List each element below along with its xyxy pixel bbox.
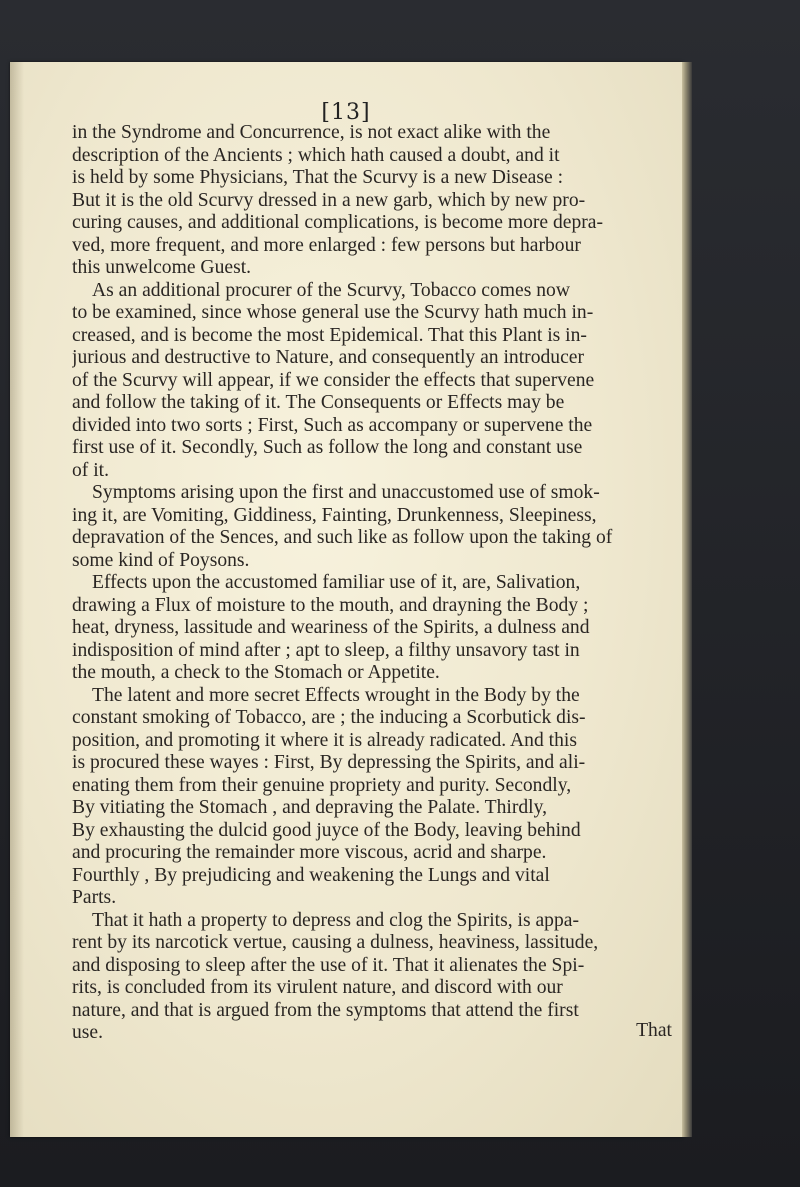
text-line: But it is the old Scurvy dressed in a new garb, which by new pro- [72, 189, 586, 211]
page-sheet [10, 62, 682, 1137]
text-line: divided into two sorts ; First, Such as accompany or supervene the [72, 414, 593, 436]
text-line: some kind of Poysons. [72, 549, 250, 571]
text-line: rits, is concluded from its virulent nature, and discord with our [72, 977, 563, 998]
text-line: jurious and destructive to Nature, and consequently an introducer [72, 347, 585, 368]
text-line: indisposition of mind after ; apt to sleep, a filthy unsavory tast in [72, 639, 580, 661]
text-line: Symptoms arising upon the first and unaccustomed use of smok- [92, 482, 600, 503]
text-line: depravation of the Sences, and such like as follow upon the taking of [72, 527, 613, 548]
text-line: is procured these wayes : First, By depressing the Spirits, and ali- [72, 752, 586, 773]
text-line: Fourthly , By prejudicing and weakening the Lungs and vital [72, 864, 550, 886]
text-line: in the Syndrome and Concurrence, is not exact alike with the [72, 122, 551, 143]
text-line: curing causes, and additional complications, is become more depra- [72, 212, 604, 233]
text-line: Parts. [72, 887, 117, 908]
page-number: [13] [321, 100, 371, 125]
text-line: to be examined, since whose general use the Scurvy hath much in- [72, 302, 594, 323]
text-line: is held by some Physicians, That the Scurvy is a new Disease : [72, 167, 564, 188]
text-line: enating them from their genuine propriety and purity. Secondly, [72, 774, 572, 796]
text-line: heat, dryness, lassitude and weariness of the Spirits, a dulness and [72, 617, 590, 638]
text-line: first use of it. Secondly, Such as follow the long and constant use [72, 437, 583, 458]
catchword: That [636, 1020, 672, 1041]
text-line: By vitiating the Stomach , and depraving the Palate. Thirdly, [72, 797, 548, 818]
text-line: the mouth, a check to the Stomach or Appetite. [72, 662, 440, 683]
text-line: As an additional procurer of the Scurvy, Tobacco comes now [92, 279, 570, 301]
text-line: drawing a Flux of moisture to the mouth, and drayning the Body ; [72, 594, 589, 616]
text-line: of the Scurvy will appear, if we consider the effects that supervene [72, 369, 595, 391]
text-line: constant smoking of Tobacco, are ; the inducing a Scorbutick dis- [72, 707, 586, 728]
text-line: this unwelcome Guest. [72, 257, 252, 278]
text-line: Effects upon the accustomed familiar use of it, are, Salivation, [92, 572, 581, 593]
page-edge [682, 62, 692, 1137]
text-line: description of the Ancients ; which hath caused a doubt, and it [72, 144, 560, 166]
body-text [72, 122, 672, 1045]
text-line: and disposing to sleep after the use of it. That it alienates the Spi- [72, 954, 585, 976]
text-line: By exhausting the dulcid good juyce of the Body, leaving behind [72, 819, 581, 841]
text-line: ing it, are Vomiting, Giddiness, Fainting, Drunkenness, Sleepiness, [72, 504, 597, 526]
text-line: The latent and more secret Effects wrought in the Body by the [92, 684, 580, 706]
text-line: creased, and is become the most Epidemical. That this Plant is in- [72, 324, 587, 346]
text-line: use. [72, 1022, 104, 1043]
text-line: ved, more frequent, and more enlarged : few persons but harbour [72, 234, 581, 256]
text-line: and follow the taking of it. The Consequents or Effects may be [72, 392, 565, 413]
text-line: position, and promoting it where it is already radicated. And this [72, 729, 577, 751]
text-line: of it. [72, 459, 110, 481]
text-line: and procuring the remainder more viscous, acrid and sharpe. [72, 842, 547, 863]
text-line: nature, and that is argued from the symptoms that attend the first [72, 999, 579, 1021]
text-line: That it hath a property to depress and clog the Spirits, is appa- [92, 909, 580, 931]
text-line: rent by its narcotick vertue, causing a dulness, heaviness, lassitude, [72, 932, 599, 953]
